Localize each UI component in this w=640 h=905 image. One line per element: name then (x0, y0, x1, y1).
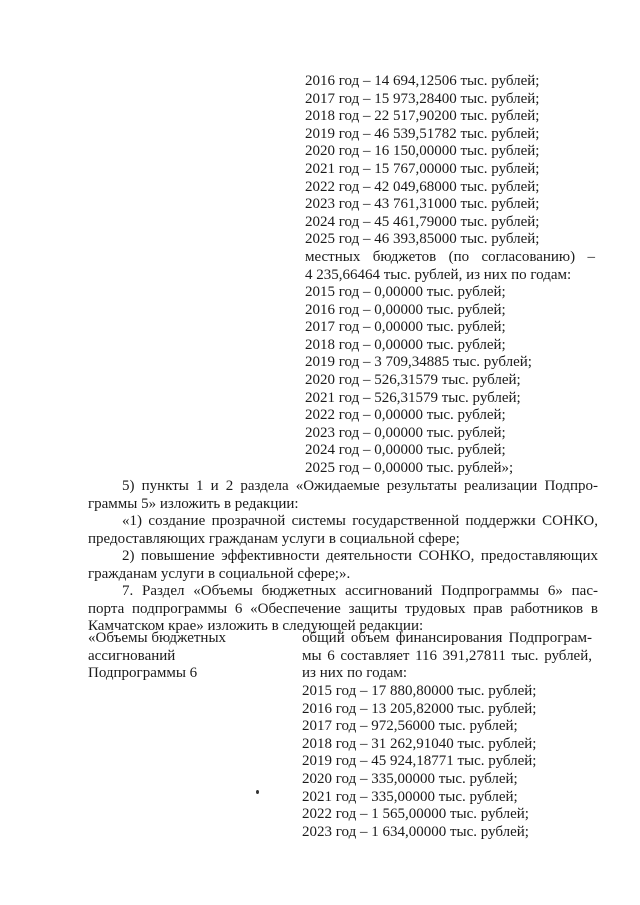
paragraph-line: граммы 5» изложить в редакции: (88, 495, 299, 512)
year-line: 2020 год – 16 150,00000 тыс. рублей; (305, 143, 540, 160)
paragraph-line: порта подпрограммы 6 «Обеспечение защиты трудовых прав работников в (88, 600, 598, 617)
table-label-line: «Объемы бюджетных (88, 630, 227, 646)
year-line: 2024 год – 45 461,79000 тыс. рублей; (305, 213, 540, 230)
year-line: 2017 год – 0,00000 тыс. рублей; (305, 319, 506, 336)
paragraph-line: Камчатском крае» изложить в следующей редакции: (88, 618, 424, 635)
year-line: 2018 год – 31 262,91040 тыс. рублей; (302, 735, 537, 752)
year-line: 2016 год – 13 205,82000 тыс. рублей; (302, 700, 537, 717)
year-line: 2015 год – 0,00000 тыс. рублей; (305, 284, 506, 300)
item5-paragraph (88, 478, 598, 584)
year-line: 2019 год – 3 709,34885 тыс. рублей; (305, 354, 532, 371)
year-line: 2023 год – 43 761,31000 тыс. рублей; (305, 196, 540, 213)
year-line: 2015 год – 17 880,80000 тыс. рублей; (302, 683, 537, 699)
year-line: 2022 год – 1 565,00000 тыс. рублей; (302, 806, 529, 823)
paragraph-line: 7. Раздел «Объемы бюджетных ассигнований Подпрограммы 6» пас- (122, 583, 598, 599)
year-line: 2025 год – 46 393,85000 тыс. рублей; (305, 231, 540, 248)
year-line: 2021 год – 15 767,00000 тыс. рублей; (305, 160, 540, 177)
year-line: 2017 год – 15 973,28400 тыс. рублей; (305, 90, 540, 107)
total-funding-block (302, 630, 592, 683)
year-line: 2020 год – 526,31579 тыс. рублей; (305, 371, 521, 388)
year-line: 2018 год – 0,00000 тыс. рублей; (305, 336, 506, 353)
year-line: 2020 год – 335,00000 тыс. рублей; (302, 770, 518, 787)
table-label-line: Подпрограммы 6 (88, 665, 198, 682)
upper-year-list (305, 73, 595, 249)
total-line: мы 6 составляет 116 391,27811 тыс. рублей, (302, 647, 592, 664)
local-budgets-line: местных бюджетов (по согласованию) – (305, 249, 595, 265)
year-line: 2016 год – 0,00000 тыс. рублей; (305, 301, 506, 318)
year-line: 2024 год – 0,00000 тыс. рублей; (305, 442, 506, 459)
year-line: 2021 год – 335,00000 тыс. рублей; (302, 788, 518, 805)
year-line: 2022 год – 0,00000 тыс. рублей; (305, 407, 506, 424)
year-line: 2017 год – 972,56000 тыс. рублей; (302, 718, 518, 735)
year-line: 2018 год – 22 517,90200 тыс. рублей; (305, 108, 540, 125)
year-line: 2016 год – 14 694,12506 тыс. рублей; (305, 73, 540, 89)
scan-speck (256, 790, 259, 794)
local-budgets-block (305, 249, 595, 284)
local-budgets-total: 4 235,66464 тыс. рублей, из них по годам: (305, 266, 572, 283)
paragraph-line: гражданам услуги в социальной сфере;». (88, 565, 351, 582)
year-line: 2025 год – 0,00000 тыс. рублей»; (305, 459, 514, 476)
local-year-list (305, 284, 595, 478)
paragraph-line: 5) пункты 1 и 2 раздела «Ожидаемые результаты реализации Подпро- (122, 478, 598, 494)
year-line: 2019 год – 45 924,18771 тыс. рублей; (302, 753, 537, 770)
paragraph-line: 2) повышение эффективности деятельности СОНКО, предоставляющих (122, 548, 598, 565)
year-line: 2023 год – 1 634,00000 тыс. рублей; (302, 823, 529, 840)
sub6-year-list (302, 683, 592, 841)
paragraph-line: «1) создание прозрачной системы государственной поддержки СОНКО, (122, 513, 598, 530)
table-label (88, 630, 288, 683)
total-line: из них по годам: (302, 665, 408, 682)
section7-paragraph (88, 583, 598, 636)
paragraph-line: предоставляющих гражданам услуги в социальной сфере; (88, 530, 460, 547)
year-line: 2021 год – 526,31579 тыс. рублей; (305, 389, 521, 406)
year-line: 2022 год – 42 049,68000 тыс. рублей; (305, 178, 540, 195)
year-line: 2023 год – 0,00000 тыс. рублей; (305, 424, 506, 441)
total-line: общий объем финансирования Подпрограм- (302, 630, 592, 646)
table-label-line: ассигнований (88, 647, 176, 664)
year-line: 2019 год – 46 539,51782 тыс. рублей; (305, 125, 540, 142)
